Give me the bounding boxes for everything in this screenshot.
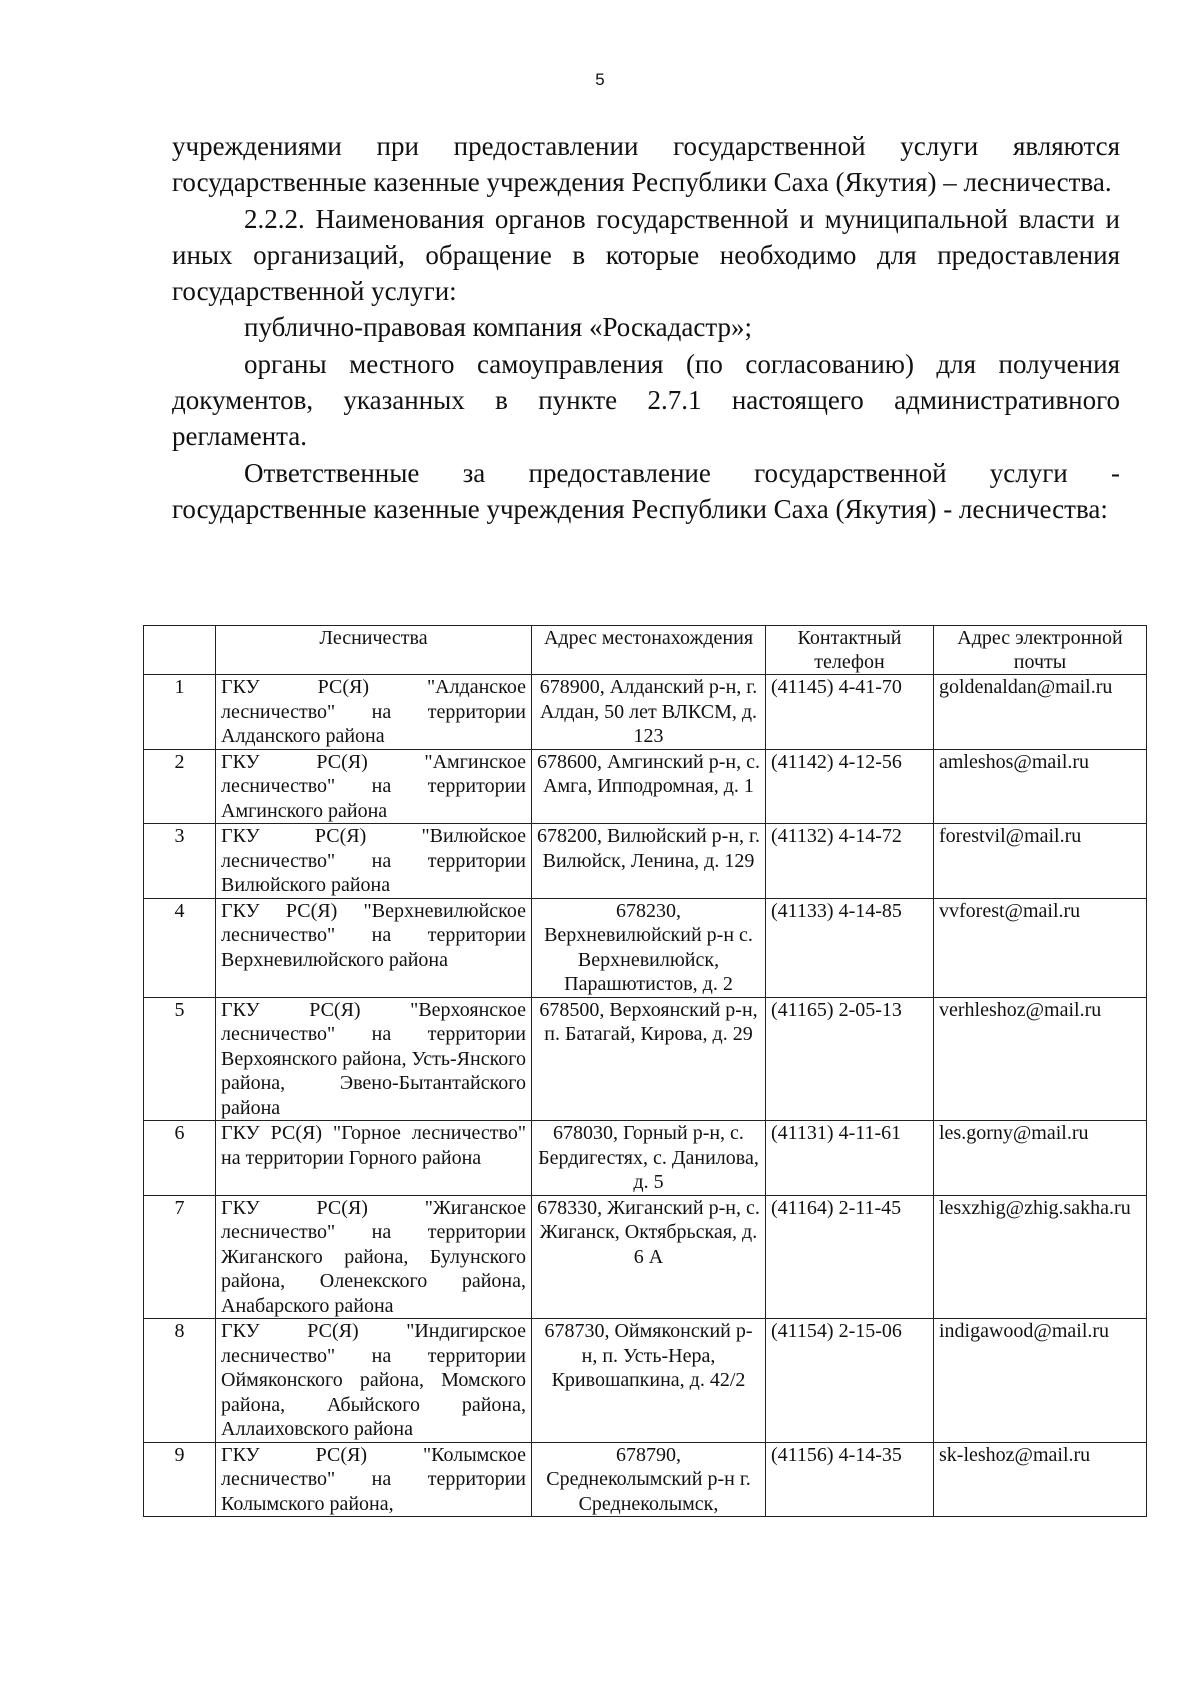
forestry-email: sk-leshoz@mail.ru (934, 1442, 1147, 1517)
forestry-table (143, 625, 1147, 1517)
paragraph: учреждениями при предоставлении государственной услуги являются государственные казенные учреждения Республики Саха (Якутия) – лесничества. (172, 131, 1120, 198)
forestry-address: 678200, Вилюйский р-н, г. Вилюйск, Ленина, д. 129 (532, 824, 766, 899)
forestry-phone: (41154) 2-15-06 (766, 1319, 934, 1443)
table-row (144, 675, 1147, 750)
table-row (144, 997, 1147, 1121)
table-row (144, 1121, 1147, 1196)
body-text (172, 128, 1120, 527)
row-number: 4 (144, 898, 216, 997)
forestry-address: 678790, Среднеколымский р-н г. Среднеколымск, (532, 1442, 766, 1517)
forestry-name: ГКУ РС(Я) "Жиганское лесничество" на территории Жиганского района, Булунского района, Оленекского района, Анабарского района (216, 1195, 532, 1319)
forestry-name: ГКУ РС(Я) "Колымское лесничество" на территории Колымского района, (216, 1442, 532, 1517)
forestry-email: les.gorny@mail.ru (934, 1121, 1147, 1196)
forestry-phone: (41165) 2-05-13 (766, 997, 934, 1121)
header-forestry: Лесничества (216, 626, 532, 675)
forestry-email: goldenaldan@mail.ru (934, 675, 1147, 750)
forestry-address: 678330, Жиганский р-н, с. Жиганск, Октябрьская, д. 6 А (532, 1195, 766, 1319)
forestry-phone: (41164) 2-11-45 (766, 1195, 934, 1319)
forestry-name: ГКУ РС(Я) "Алданское лесничество" на территории Алданского района (216, 675, 532, 750)
forestry-name: ГКУ РС(Я) "Индигирское лесничество" на территории Оймяконского района, Момского района, Абыйского района, Аллаиховского района (216, 1319, 532, 1443)
forestry-name: ГКУ РС(Я) "Вилюйское лесничество" на территории Вилюйского района (216, 824, 532, 899)
forestry-phone: (41133) 4-14-85 (766, 898, 934, 997)
forestry-email: amleshos@mail.ru (934, 749, 1147, 824)
table-row (144, 824, 1147, 899)
forestry-phone: (41156) 4-14-35 (766, 1442, 934, 1517)
header-num (144, 626, 216, 675)
forestry-address: 678230, Верхневилюйский р-н с. Верхневилюйск, Парашютистов, д. 2 (532, 898, 766, 997)
header-phone: Контактный телефон (766, 626, 934, 675)
forestry-phone: (41142) 4-12-56 (766, 749, 934, 824)
forestry-email: vvforest@mail.ru (934, 898, 1147, 997)
row-number: 7 (144, 1195, 216, 1319)
row-number: 8 (144, 1319, 216, 1443)
forestry-phone: (41145) 4-41-70 (766, 675, 934, 750)
page-number: 5 (595, 70, 605, 89)
forestry-phone: (41132) 4-14-72 (766, 824, 934, 899)
header-email: Адрес электронной почты (934, 626, 1147, 675)
row-number: 9 (144, 1442, 216, 1517)
forestry-address: 678030, Горный р-н, с. Бердигестях, с. Данилова, д. 5 (532, 1121, 766, 1196)
paragraph: органы местного самоуправления (по согласованию) для получения документов, указанных в пункте 2.7.1 настоящего административного регламента. (172, 348, 1120, 452)
forestry-email: lesxzhig@zhig.sakha.ru (934, 1195, 1147, 1319)
row-number: 3 (144, 824, 216, 899)
paragraph: публично-правовая компания «Роскадастр»; (244, 312, 752, 343)
forestry-name: ГКУ РС(Я) "Амгинское лесничество" на территории Амгинского района (216, 749, 532, 824)
row-number: 6 (144, 1121, 216, 1196)
row-number: 5 (144, 997, 216, 1121)
paragraph: Ответственные за предоставление государственной услуги - государственные казенные учреждения Республики Саха (Якутия) - лесничества: (172, 457, 1120, 524)
forestry-name: ГКУ РС(Я) "Горное лесничество" на территории Горного района (216, 1121, 532, 1196)
forestry-name: ГКУ РС(Я) "Верхневилюйское лесничество" на территории Верхневилюйского района (216, 898, 532, 997)
table-row (144, 1195, 1147, 1319)
paragraph: 2.2.2. Наименования органов государственной и муниципальной власти и иных организаций, обращение в которые необходимо для предоставления государственной услуги: (172, 203, 1120, 307)
forestry-email: forestvil@mail.ru (934, 824, 1147, 899)
forestry-email: indigawood@mail.ru (934, 1319, 1147, 1443)
forestry-phone: (41131) 4-11-61 (766, 1121, 934, 1196)
forestry-name: ГКУ РС(Я) "Верхоянское лесничество" на территории Верхоянского района, Усть-Янского района, Эвено-Бытантайского района (216, 997, 532, 1121)
table-row (144, 898, 1147, 997)
row-number: 2 (144, 749, 216, 824)
forestry-address: 678600, Амгинский р-н, с. Амга, Ипподромная, д. 1 (532, 749, 766, 824)
table-row (144, 749, 1147, 824)
header-address: Адрес местонахождения (532, 626, 766, 675)
row-number: 1 (144, 675, 216, 750)
forestry-address: 678900, Алданский р-н, г. Алдан, 50 лет ВЛКСМ, д. 123 (532, 675, 766, 750)
forestry-email: verhleshoz@mail.ru (934, 997, 1147, 1121)
table-row (144, 1319, 1147, 1443)
table-header-row (144, 626, 1147, 675)
forestry-address: 678500, Верхоянский р-н, п. Батагай, Кирова, д. 29 (532, 997, 766, 1121)
table-row (144, 1442, 1147, 1517)
forestry-address: 678730, Оймяконский р-н, п. Усть-Нера, Кривошапкина, д. 42/2 (532, 1319, 766, 1443)
